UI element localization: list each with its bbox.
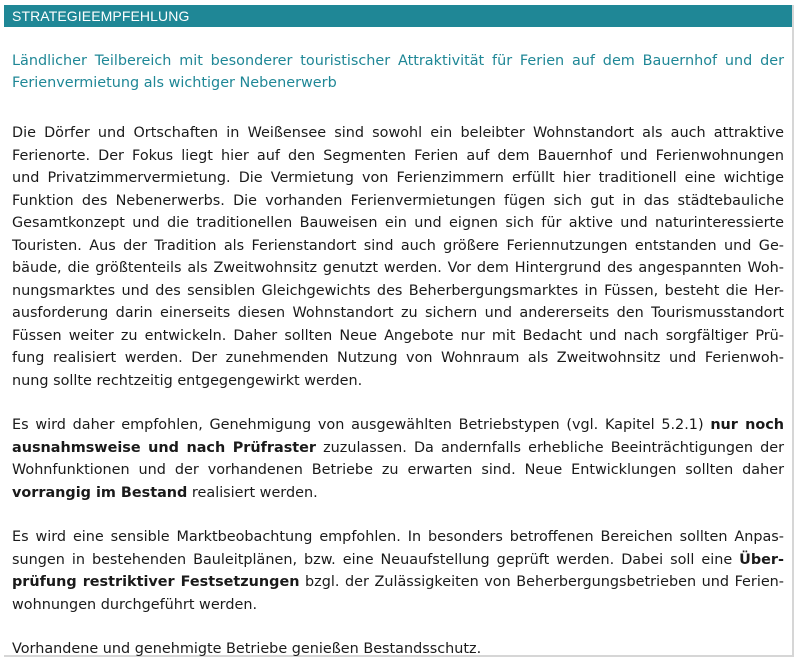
paragraph-2 xyxy=(12,414,784,504)
paragraph-line xyxy=(12,571,784,594)
paragraph-line: nung sollte rechtzeitig entgegengewirkt werden. xyxy=(12,372,363,389)
paragraph-1 xyxy=(12,122,784,392)
paragraph-line: Es wird eine sensible Marktbeobachtung empfohlen. In besonders betroffenen Bereichen sollten Anpas- xyxy=(12,529,784,545)
paragraph-line: Touristen. Aus der Tradition als Ferienstandort sind auch größere Feriennutzungen entstanden und Ge- xyxy=(12,237,784,254)
paragraph-line xyxy=(12,549,784,572)
paragraph-line: ausforderung darin einerseits diesen Wohnstandort zu sichern und andererseits den Tourismusstandort xyxy=(12,305,784,321)
paragraph-line: Die Dörfer und Ortschaften in Weißensee sind sowohl ein beleibter Wohnstandort als auch attraktive xyxy=(12,125,784,141)
emphasis-text: nur noch xyxy=(710,417,784,433)
paragraph-line: fung realisiert werden. Der zunehmenden Nutzung von Wohnraum als Zweitwohnsitz und Ferienwoh- xyxy=(12,350,784,366)
paragraph-line xyxy=(12,414,784,437)
text-run: Es wird daher empfohlen, Genehmigung von ausgewählten Betriebstypen (vgl. Kapitel 5.2.1) xyxy=(12,417,711,433)
section-header-title: STRATEGIEEMPFEHLUNG xyxy=(12,8,190,24)
text-run: bzgl. der Zulässigkeiten von Beherbergungsbetrieben und Ferien- xyxy=(299,574,784,590)
paragraph-line: Wohnfunktionen und der vorhandenen Betriebe zu erwarten sind. Neue Entwicklungen sollten daher xyxy=(12,462,784,478)
section-header-bar xyxy=(4,5,793,27)
paragraph-3 xyxy=(12,526,784,616)
paragraph-line: Vorhandene und genehmigte Betriebe genießen Bestandsschutz. xyxy=(12,641,482,657)
text-run: realisiert werden. xyxy=(187,484,318,501)
content-area xyxy=(12,50,784,661)
paragraph-4 xyxy=(12,638,784,661)
paragraph-line: Gesamtkonzept und die traditionellen Bauweisen ein und eignen sich für aktive und naturinteressierte xyxy=(12,215,784,231)
paragraph-line xyxy=(12,437,784,460)
paragraph-line: nungsmarktes und des sensiblen Gleichgewichts des Beherbergungsmarktes in Füssen, besteht die Her- xyxy=(12,282,784,299)
subtitle-line: Ferienvermietung als wichtiger Nebenerwerb xyxy=(12,75,337,91)
frame-border-right xyxy=(792,5,794,657)
paragraph-line: Ferienorte. Der Fokus liegt hier auf den Segmenten Ferien auf dem Bauernhof und Ferienwohnungen xyxy=(12,147,784,164)
emphasis-text: ausnahmsweise und nach Prüfraster xyxy=(12,439,317,456)
paragraph-line: wohnungen durchgeführt werden. xyxy=(12,596,258,613)
paragraph-line: und Privatzimmervermietung. Die Vermietung von Ferienzimmern erfüllt hier traditionell eine wichtige xyxy=(12,170,784,186)
text-run: zuzulassen. Da andernfalls erhebliche Beeinträchtigungen der xyxy=(316,439,785,456)
emphasis-text: prüfung restriktiver Festsetzungen xyxy=(12,574,300,590)
text-run: sungen in bestehenden Bauleitplänen, bzw. eine Neuaufstellung geprüft werden. Dabei soll eine xyxy=(12,551,740,568)
paragraph-line xyxy=(12,482,784,505)
paragraph-line: Füssen weiter zu entwickeln. Daher sollten Neue Angebote nur mit Bedacht und nach sorgfältiger Prü- xyxy=(12,327,784,344)
emphasis-text: vorrangig im Bestand xyxy=(12,484,188,501)
subtitle xyxy=(12,50,784,94)
subtitle-line: Ländlicher Teilbereich mit besonderer touristischer Attraktivität für Ferien auf dem Bauernhof und der xyxy=(12,53,784,69)
paragraph-line: bäude, die größtenteils als Zweitwohnsitz genutzt werden. Vor dem Hintergrund des angespannten Woh- xyxy=(12,260,784,276)
paragraph-line: Funktion des Nebenerwerbs. Die vorhanden Ferienvermietungen fügen sich gut in das städtebauliche xyxy=(12,192,784,209)
emphasis-text: Über- xyxy=(739,551,784,568)
